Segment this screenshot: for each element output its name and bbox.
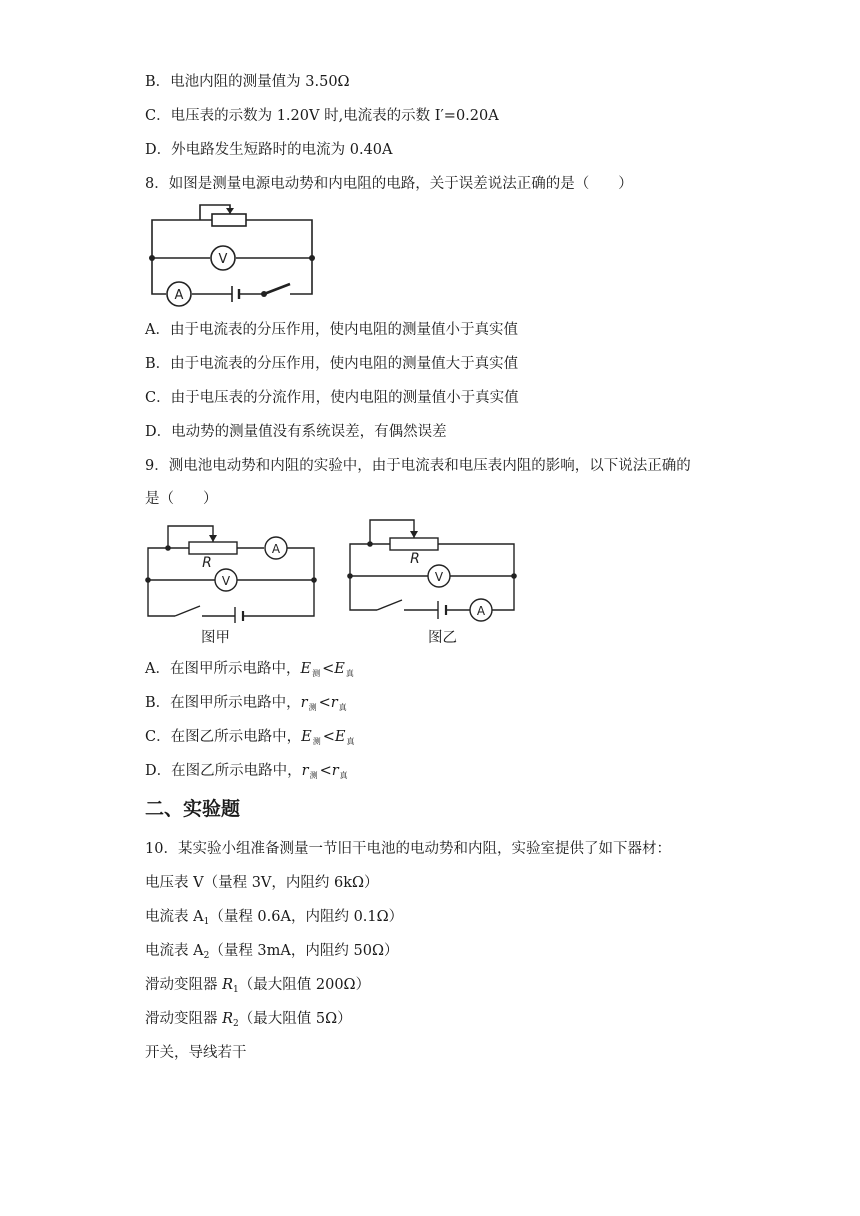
fig-jia-ammeter-label: A [271,542,281,556]
q10-item-ammeter-a1: 电流表 $A_1$（量程 0.6A，内阻约 0.1Ω） [145,909,404,927]
q10-item-rheostat-r1: 滑动变阻器 $R_1$（最大阻值 200Ω） [145,977,371,995]
q9-circuit-fig-yi [342,512,527,624]
q8-voltmeter-label: V [218,252,228,267]
q9-option-c: C．在图乙所示电路中，$E_测 <E_真$ [145,729,355,746]
fig-yi-voltmeter-label: V [434,570,444,584]
fig-yi-resistor-label: R [410,551,420,567]
q8-stem: 8．如图是测量电源电动势和内电阻的电路，关于误差说法正确的是（ ） [145,176,633,192]
q10-stem: 10．某实验小组准备测量一节旧干电池的电动势和内阻，实验室提供了如下器材： [145,841,671,857]
q9-stem-line1: 9．测电池电动势和内阻的实验中，由于电流表和电压表内阻的影响，以下说法正确的 [145,458,691,474]
q8-option-a: A．由于电流表的分压作用，使内电阻的测量值小于真实值 [145,322,518,338]
q7-option-b: B．电池内阻的测量值为 3.50Ω [145,74,350,90]
q9-circuit-fig-jia [140,518,325,623]
q8-ammeter-label: A [174,288,184,303]
q10-item-voltmeter: 电压表 V（量程 3V，内阻约 6kΩ） [145,875,379,891]
q10-item-rheostat-r2: 滑动变阻器 $R_2$（最大阻值 5Ω） [145,1011,352,1029]
q7-option-d: D．外电路发生短路时的电流为 0.40A [145,142,393,158]
fig-jia-caption: 图甲 [201,630,230,646]
fig-yi-ammeter-label: A [476,604,486,618]
q10-item-switch-wires: 开关，导线若干 [145,1045,247,1061]
section-heading: 二、实验题 [145,798,241,820]
q8-circuit-diagram [140,198,330,310]
q8-option-c: C．由于电压表的分流作用，使内电阻的测量值小于真实值 [145,390,519,406]
fig-jia-resistor-label: R [202,555,212,571]
q7-option-c: C．电压表的示数为 1.20V 时,电流表的示数 I′=0.20A [145,108,499,124]
fig-yi-caption: 图乙 [428,630,457,646]
q10-item-ammeter-a2: 电流表 $A_2$（量程 3mA，内阻约 50Ω） [145,943,399,961]
q9-option-b: B．在图甲所示电路中，$r_测 <r_真$ [145,695,347,712]
q9-stem-line2: 是（ ） [145,491,218,507]
fig-jia-voltmeter-label: V [221,574,231,588]
q8-option-d: D．电动势的测量值没有系统误差，有偶然误差 [145,424,447,440]
q8-option-b: B．由于电流表的分压作用，使内电阻的测量值大于真实值 [145,356,519,372]
q9-option-a: A．在图甲所示电路中，$E_测 <E_真$ [145,661,354,678]
q9-option-d: D．在图乙所示电路中，$r_测 <r_真$ [145,763,348,780]
